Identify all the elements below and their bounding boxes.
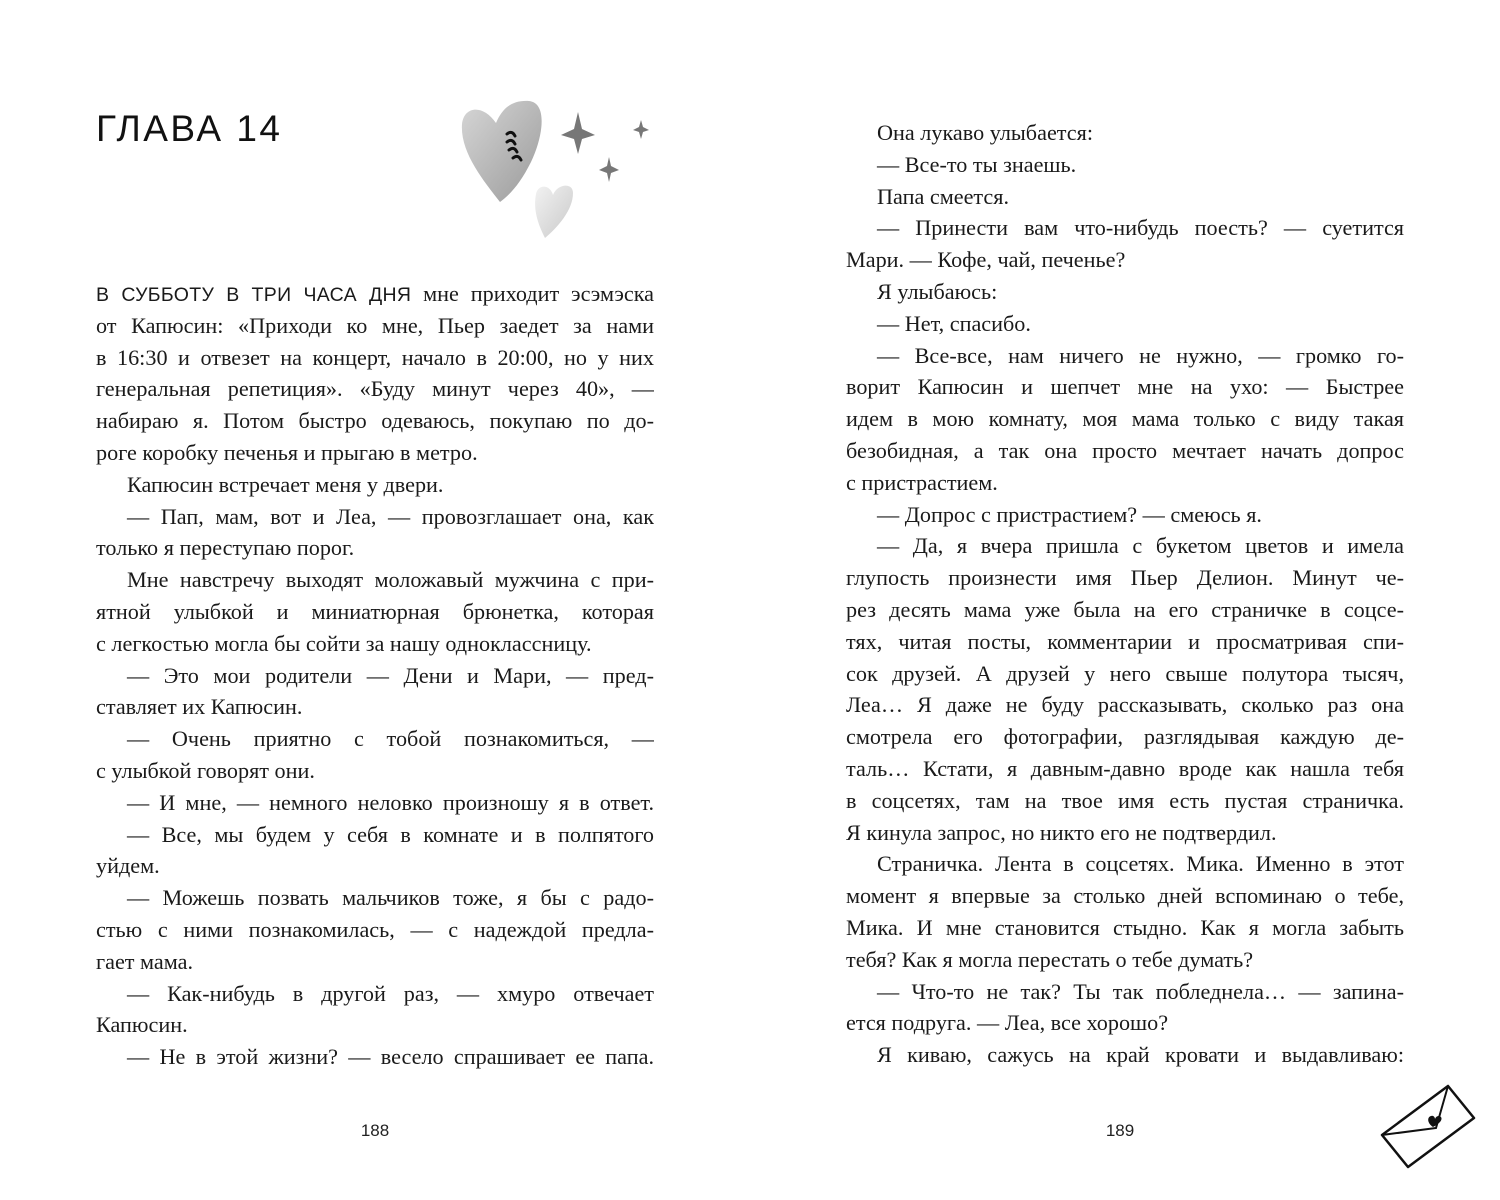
text-line: Капюсин.: [96, 1012, 188, 1038]
text-line: — Можешь позвать мальчиков тоже, я бы с радо-: [127, 885, 654, 911]
right-page: [750, 0, 1500, 1200]
text-line: ворит Капюсин и шепчет мне на ухо: — Быстрее: [846, 374, 1404, 400]
page-number-right: 189: [1105, 1121, 1135, 1140]
text-line: в 16:30 и отвезет на концерт, начало в 20:00, но у них: [96, 344, 654, 370]
text-line: ставляет их Капюсин.: [96, 694, 303, 720]
small-heart-icon: [535, 186, 573, 238]
envelope-heart-icon: [1378, 1080, 1478, 1170]
text-line: с пристрастием.: [846, 469, 998, 495]
text-line: Я кинула запрос, но никто его не подтвердил.: [846, 819, 1277, 845]
text-line: — Все-то ты знаешь.: [877, 151, 1077, 177]
text-line: тях, читая посты, комментарии и просматривая спи-: [846, 628, 1404, 654]
page-number-left: 188: [360, 1121, 390, 1140]
text-line: — Что-то не так? Ты так побледнела… — запина-: [877, 978, 1404, 1004]
text-line: ятной улыбкой и миниатюрная брюнетка, которая: [96, 598, 654, 624]
text-line: гает мама.: [96, 948, 194, 974]
text-line: роге коробку печенья и прыгаю в метро.: [96, 439, 478, 465]
text-line: ется подруга. — Леа, все хорошо?: [846, 1010, 1169, 1036]
text-line: Леа… Я даже не буду рассказывать, сколько раз она: [846, 692, 1404, 718]
text-line: рез десять мама уже была на его страничке в соцсе-: [846, 596, 1404, 622]
text-line: глупость произнести имя Пьер Делион. Минут че-: [846, 565, 1404, 591]
text-line: — Очень приятно с тобой познакомиться, —: [127, 726, 654, 752]
chapter-title: ГЛАВА 14: [96, 108, 283, 149]
text-line: — Принести вам что-нибудь поесть? — суетится: [877, 215, 1404, 241]
text-line: — Все-все, нам ничего не нужно, — громко го-: [877, 342, 1404, 368]
text-line: — Не в этой жизни? — весело спрашивает ее папа.: [127, 1044, 654, 1070]
large-heart-icon: [462, 101, 542, 202]
text-line: — Нет, спасибо.: [877, 310, 1031, 336]
text-line: Капюсин встречает меня у двери.: [127, 471, 444, 497]
text-line: тебя? Как я могла перестать о тебе думать?: [846, 946, 1254, 972]
text-line: с улыбкой говорят они.: [96, 757, 315, 783]
text-line: набираю я. Потом быстро одеваюсь, покупаю по до-: [96, 408, 654, 434]
text-line: сок друзей. А друзей у него свыше полутора тысяч,: [846, 660, 1404, 686]
text-line: идем в мою комнату, моя мама только с виду такая: [846, 406, 1404, 432]
text-line: от Капюсин: «Приходи ко мне, Пьер заедет за нами: [96, 312, 654, 338]
text-line: только я переступаю порог.: [96, 535, 355, 561]
text-line-1: [96, 278, 654, 310]
text-line: Она лукаво улыбается:: [877, 120, 1093, 145]
text-line: — Пап, мам, вот и Леа, — провозглашает она, как: [127, 503, 654, 529]
text-line: — Это мои родители — Дени и Мари, — пред-: [127, 662, 654, 688]
sparkle-small-icon: [633, 120, 649, 139]
text-line: таль… Кстати, я давным-давно вроде как нашла тебя: [846, 755, 1404, 781]
right-body-text: [846, 117, 1404, 1071]
text-line: — Да, я вчера пришла с букетом цветов и имела: [877, 533, 1404, 559]
text-line: смотрела его фотографии, разглядывая каждую де-: [846, 724, 1404, 750]
text-line: — Допрос с пристрастием? — смеюсь я.: [877, 501, 1262, 527]
lead-line-rest: мне приходит эсэмэска: [411, 281, 654, 306]
text-line: — Как-нибудь в другой раз, — хмуро отвечает: [127, 980, 654, 1006]
text-line: момент я впервые за столько дней вспоминаю о тебе,: [846, 883, 1404, 909]
text-line: генеральная репетиция». «Буду минут через 40», —: [96, 376, 654, 402]
text-line: с легкостью могла бы сойти за нашу одноклассницу.: [96, 630, 592, 656]
text-line: — И мне, — немного неловко произношу я в ответ.: [127, 789, 654, 815]
text-line: Я киваю, сажусь на край кровати и выдавливаю:: [877, 1042, 1404, 1068]
text-line: уйдем.: [96, 853, 160, 879]
text-line: безобидная, а так она просто мечтает начать допрос: [846, 437, 1404, 463]
text-line: — Все, мы будем у себя в комнате и в полпятого: [127, 821, 654, 847]
sparkle-medium-icon: [599, 157, 619, 182]
text-line: в соцсетях, там на твое имя есть пустая страничка.: [846, 787, 1404, 813]
text-line: Мика. И мне становится стыдно. Как я могла забыть: [846, 914, 1404, 940]
text-line: Я улыбаюсь:: [877, 278, 998, 304]
text-line: Страничка. Лента в соцсетях. Мика. Именно в этот: [877, 851, 1404, 877]
sparkle-large-icon: [561, 112, 595, 154]
left-body-text: [96, 278, 654, 1073]
text-line: Мари. — Кофе, чай, печенье?: [846, 247, 1126, 273]
hearts-stars-ornament: [455, 92, 670, 242]
text-line: стью с ними познакомилась, — с надеждой предла-: [96, 916, 654, 942]
text-line: Мне навстречу выходят моложавый мужчина с при-: [127, 567, 654, 593]
text-line: Папа смеется.: [877, 183, 1009, 209]
lead-in-small-caps: В СУББОТУ В ТРИ ЧАСА ДНЯ: [96, 284, 412, 306]
